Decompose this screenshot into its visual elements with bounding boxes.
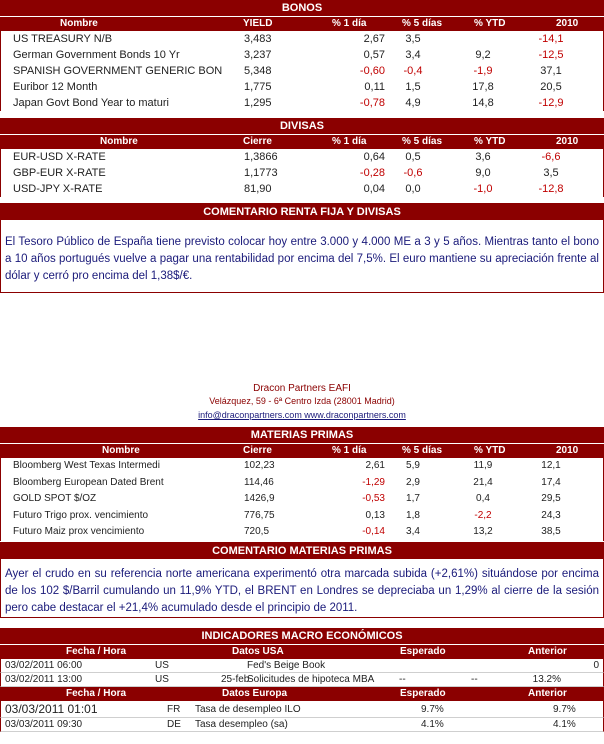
table-row xyxy=(0,31,604,47)
macro-eu-header-datos: Datos Europa xyxy=(222,688,288,699)
divisas-section xyxy=(0,118,604,197)
divisas-header-5d: % 5 días xyxy=(402,136,443,147)
table-cell: US TREASURY N/B xyxy=(13,33,113,45)
table-cell: 0,64 xyxy=(363,151,385,163)
footer-company: Dracon Partners EAFI xyxy=(253,383,351,394)
table-cell: -12,5 xyxy=(538,49,564,61)
table-cell: 24,3 xyxy=(541,509,561,521)
table-cell: -0,6 xyxy=(403,167,423,179)
table-cell: -0,4 xyxy=(403,65,423,77)
divisas-header-row xyxy=(0,135,604,149)
table-cell: 9,2 xyxy=(475,49,491,61)
macro-eu-header-anterior: Anterior xyxy=(528,688,567,699)
table-cell: 1,7 xyxy=(406,493,420,504)
table-cell: 1,5 xyxy=(405,81,421,93)
table-cell: 114,46 xyxy=(244,476,274,488)
divisas-header-name: Nombre xyxy=(100,136,138,147)
table-cell: Bloomberg West Texas Intermedi xyxy=(13,460,160,471)
table-cell: -2,2 xyxy=(474,509,492,521)
macro-usa-header-fecha: Fecha / Hora xyxy=(66,646,127,657)
table-cell: 0,11 xyxy=(364,81,385,93)
table-cell: 9.7% xyxy=(553,704,576,715)
table-cell: 0,13 xyxy=(365,509,385,521)
macro-title: INDICADORES MACRO ECONÓMICOS xyxy=(0,628,604,644)
table-cell: 0,0 xyxy=(405,183,421,195)
table-row xyxy=(0,673,604,687)
table-cell: 1,295 xyxy=(244,97,272,109)
table-cell: 29,5 xyxy=(541,493,561,504)
comentario-renta-title: COMENTARIO RENTA FIJA Y DIVISAS xyxy=(1,204,603,220)
table-cell: 3,483 xyxy=(244,33,272,45)
table-cell: USD-JPY X-RATE xyxy=(13,183,103,195)
table-cell: 720,5 xyxy=(244,526,270,537)
table-cell: 03/03/2011 01:01 xyxy=(5,702,98,716)
table-cell: 03/02/2011 13:00 xyxy=(5,674,83,685)
table-row xyxy=(0,491,604,508)
table-cell: GOLD SPOT $/OZ xyxy=(13,493,97,504)
table-cell: EUR-USD X-RATE xyxy=(13,151,106,163)
table-cell: 81,90 xyxy=(244,183,272,195)
materias-title: MATERIAS PRIMAS xyxy=(0,427,604,443)
table-cell: -1,0 xyxy=(473,183,493,195)
materias-header-2010: 2010 xyxy=(556,445,579,456)
comentario-materias-title: COMENTARIO MATERIAS PRIMAS xyxy=(1,543,603,559)
table-cell: -- xyxy=(399,674,406,685)
materias-header-row xyxy=(0,444,604,458)
footer-address: Velázquez, 59 - 6ª Centro Izda (28001 Madrid) xyxy=(209,396,395,406)
table-cell: 25-feb xyxy=(221,674,250,685)
comentario-renta-text: El Tesoro Público de España tiene previsto colocar hoy entre 3.000 y 4.000 ME a 3 y 5 años. Mientras tanto el bono a 10 años portugués vuelve a pagar una rentabilidad por encima del 7,5%. El euro mantiene su apreciación frente al dólar y cerró pro encima del 1,38$/€. xyxy=(5,236,599,282)
table-cell: 2,67 xyxy=(363,33,385,45)
table-cell: 5,348 xyxy=(244,65,272,77)
table-cell: US xyxy=(155,674,169,685)
table-cell: US xyxy=(155,660,169,671)
table-row xyxy=(0,524,604,541)
table-row xyxy=(0,63,604,79)
footer xyxy=(0,383,604,421)
table-cell: Futuro Maiz prox vencimiento xyxy=(13,526,145,537)
table-cell: Solicitudes de hipoteca MBA xyxy=(247,674,375,685)
materias-header-1d: % 1 día xyxy=(332,445,367,456)
table-cell: DE xyxy=(167,719,181,730)
table-cell: Tasa de desempleo ILO xyxy=(195,704,301,715)
bonos-header-name: Nombre xyxy=(60,18,98,29)
bonos-header-1d: % 1 día xyxy=(332,18,367,29)
materias-section xyxy=(0,427,604,541)
table-cell: 4.1% xyxy=(553,719,576,730)
table-cell: 1,3866 xyxy=(244,151,278,163)
table-cell: 13,2 xyxy=(473,526,493,537)
table-cell: 5,9 xyxy=(406,460,420,471)
table-cell: German Government Bonds 10 Yr xyxy=(13,49,180,61)
macro-usa-header-anterior: Anterior xyxy=(528,646,567,657)
table-cell: Futuro Trigo prox. vencimiento xyxy=(13,509,149,521)
table-row xyxy=(0,149,604,165)
table-cell: -0,60 xyxy=(359,65,385,77)
macro-usa-header-row xyxy=(0,645,604,659)
table-row xyxy=(0,659,604,673)
macro-eu-header-esperado: Esperado xyxy=(400,688,446,699)
table-cell: 0 xyxy=(593,660,599,671)
table-cell: 4.1% xyxy=(421,719,444,730)
table-cell: 20,5 xyxy=(540,81,562,93)
materias-header-5d: % 5 días xyxy=(402,445,443,456)
table-cell: 3,5 xyxy=(405,33,421,45)
table-cell: Bloomberg European Dated Brent xyxy=(13,476,164,488)
table-cell: 776,75 xyxy=(244,509,275,521)
table-row xyxy=(0,95,604,111)
divisas-title: DIVISAS xyxy=(0,118,604,134)
table-row xyxy=(0,458,604,475)
table-cell: 12,1 xyxy=(541,460,561,471)
table-cell: 38,5 xyxy=(541,526,561,537)
table-cell: -0,78 xyxy=(359,97,385,109)
comentario-renta-section xyxy=(0,203,604,293)
table-cell: 03/02/2011 06:00 xyxy=(5,660,83,671)
bonos-header-row xyxy=(0,17,604,31)
table-cell: -0,14 xyxy=(362,526,385,537)
table-cell: -12,9 xyxy=(538,97,564,109)
macro-usa-header-datos: Datos USA xyxy=(232,646,284,657)
table-cell: 03/03/2011 09:30 xyxy=(5,719,83,730)
table-cell: 1,775 xyxy=(244,81,272,93)
table-row xyxy=(0,165,604,181)
table-cell: -6,6 xyxy=(541,151,561,163)
table-row xyxy=(0,79,604,95)
table-cell: 3,4 xyxy=(405,49,421,61)
footer-links[interactable]: info@draconpartners.com www.draconpartners.com xyxy=(198,410,406,420)
table-cell: 102,23 xyxy=(244,460,275,471)
bonos-header-ytd: % YTD xyxy=(474,18,506,29)
materias-header-ytd: % YTD xyxy=(474,445,506,456)
divisas-header-ytd: % YTD xyxy=(474,136,506,147)
table-cell: 2,9 xyxy=(406,476,420,488)
table-cell: 17,4 xyxy=(541,476,561,488)
table-cell: Euribor 12 Month xyxy=(13,81,98,93)
table-cell: Tasa desempleo (sa) xyxy=(195,719,288,730)
macro-eu-header-row xyxy=(0,687,604,701)
divisas-header-2010: 2010 xyxy=(556,136,579,147)
table-cell: 1426,9 xyxy=(244,493,275,504)
table-cell: 13.2% xyxy=(532,674,561,685)
materias-header-name: Nombre xyxy=(102,445,140,456)
bonos-title: BONOS xyxy=(0,0,604,16)
table-cell: -12,8 xyxy=(538,183,564,195)
table-cell: 9,0 xyxy=(475,167,491,179)
table-cell: 1,8 xyxy=(406,509,420,521)
table-cell: Japan Govt Bond Year to maturi xyxy=(13,97,169,109)
macro-usa-header-esperado: Esperado xyxy=(400,646,446,657)
table-cell: 0,57 xyxy=(363,49,385,61)
macro-section xyxy=(0,628,604,732)
table-cell: 3,6 xyxy=(475,151,491,163)
table-row xyxy=(0,47,604,63)
table-row xyxy=(0,508,604,525)
table-cell: 3,237 xyxy=(244,49,272,61)
bonos-header-2010: 2010 xyxy=(556,18,579,29)
table-cell: 21,4 xyxy=(473,476,493,488)
table-cell: -14,1 xyxy=(538,33,564,45)
table-cell: SPANISH GOVERNMENT GENERIC BON xyxy=(13,65,223,77)
table-cell: -- xyxy=(471,674,478,685)
table-cell: 17,8 xyxy=(472,81,494,93)
table-cell: 4,9 xyxy=(405,97,421,109)
comentario-materias-text: Ayer el crudo en su referencia norte americana experimentó otra marcada subida (+2,61%) situándose por encima de los 102 $/Barril cumulando un 11,9% YTD, el BRENT en Londres se depreciaba un 1,29% al cierre de la sesión pero cabe destacar el +21,4% acumulado desde el principio de 2011. xyxy=(5,568,599,614)
table-cell: -1,9 xyxy=(473,65,493,77)
table-row xyxy=(0,718,604,732)
table-row xyxy=(0,475,604,492)
table-cell: 14,8 xyxy=(472,97,494,109)
table-cell: 0,04 xyxy=(363,183,385,195)
divisas-header-cierre: Cierre xyxy=(243,136,272,147)
table-cell: 0,4 xyxy=(476,493,490,504)
comentario-materias-section xyxy=(0,542,604,618)
bonos-header-5d: % 5 días xyxy=(402,18,443,29)
table-cell: 3,4 xyxy=(406,526,420,537)
table-cell: -1,29 xyxy=(362,476,385,488)
table-cell: FR xyxy=(167,704,181,715)
table-cell: Fed's Beige Book xyxy=(247,660,326,671)
macro-eu-header-fecha: Fecha / Hora xyxy=(66,688,127,699)
table-cell: 9.7% xyxy=(421,704,444,715)
table-row xyxy=(0,181,604,197)
bonos-section xyxy=(0,0,604,111)
table-row xyxy=(0,701,604,718)
materias-header-cierre: Cierre xyxy=(243,445,272,456)
table-cell: 37,1 xyxy=(540,65,562,77)
table-cell: -0,53 xyxy=(362,493,385,504)
table-cell: 0,5 xyxy=(405,151,421,163)
bonos-header-yield: YIELD xyxy=(243,18,273,29)
table-cell: 2,61 xyxy=(365,460,385,471)
table-cell: 1,1773 xyxy=(244,167,278,179)
divisas-header-1d: % 1 día xyxy=(332,136,367,147)
table-cell: 3,5 xyxy=(543,167,559,179)
table-cell: 11,9 xyxy=(473,460,493,471)
table-cell: -0,28 xyxy=(359,167,385,179)
table-cell: GBP-EUR X-RATE xyxy=(13,167,106,179)
